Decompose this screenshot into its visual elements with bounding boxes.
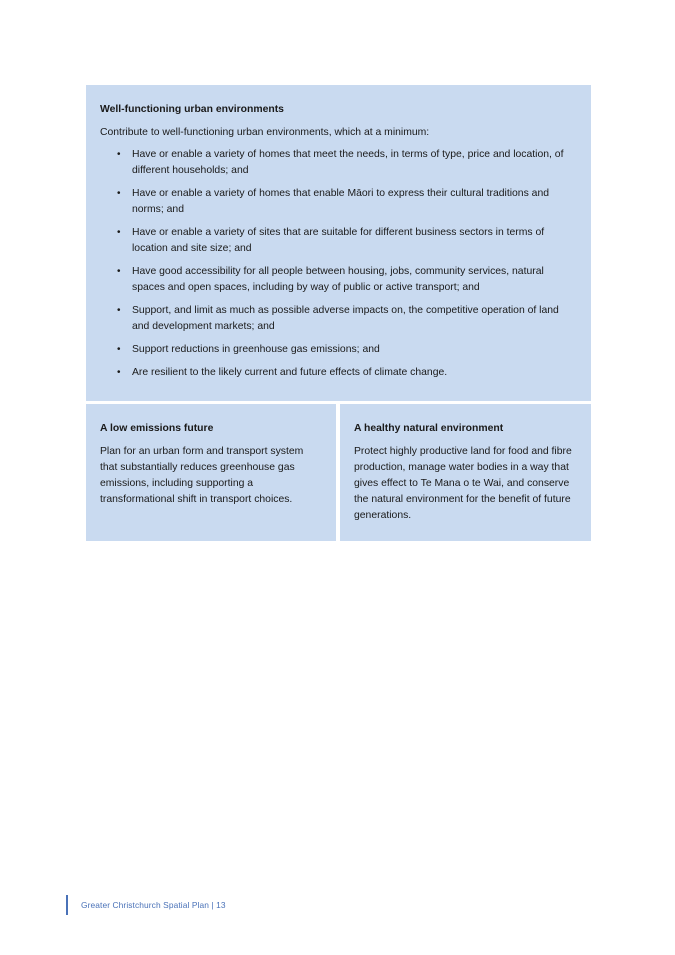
list-item-text: Have or enable a variety of homes that meet the needs, in terms of type, price and location, of different households; and — [132, 149, 564, 176]
list-item-text: Have good accessibility for all people between housing, jobs, community services, natural spaces and open spaces, including by way of public or active transport; and — [132, 266, 544, 293]
list-item — [100, 303, 577, 335]
list-item-text: Are resilient to the likely current and future effects of climate change. — [132, 367, 448, 378]
page-footer — [66, 895, 226, 915]
low-emissions-text: Plan for an urban form and transport system that substantially reduces greenhouse gas emissions, including supporting a transformational shift in transport choices. — [100, 446, 304, 505]
natural-environment-text: Protect highly productive land for food and fibre production, manage water bodies in a way that gives effect to Te Mana o te Wai, and conserve the natural environment for the benefit of future generations. — [354, 446, 572, 521]
urban-environments-list — [100, 147, 577, 381]
bullet-icon: • — [117, 266, 121, 277]
list-item — [100, 264, 577, 296]
bullet-icon: • — [117, 188, 121, 199]
bullet-icon: • — [117, 305, 121, 316]
natural-environment-panel — [340, 404, 591, 541]
bullet-icon: • — [117, 367, 121, 378]
list-item-text: Have or enable a variety of homes that enable Māori to express their cultural traditions and norms; and — [132, 188, 550, 215]
bullet-icon: • — [117, 344, 121, 355]
list-item-text: Support reductions in greenhouse gas emissions; and — [132, 344, 380, 355]
list-item-text: Have or enable a variety of sites that are suitable for different business sectors in terms of location and site size; and — [132, 227, 545, 254]
low-emissions-panel — [86, 404, 336, 541]
list-item — [100, 147, 577, 179]
list-item — [100, 225, 577, 257]
urban-environments-heading: Well-functioning urban environments — [100, 104, 284, 115]
low-emissions-heading: A low emissions future — [100, 423, 214, 434]
footer-accent-bar — [66, 895, 68, 915]
list-item — [100, 365, 577, 381]
list-item-text: Support, and limit as much as possible adverse impacts on, the competitive operation of land and development markets; and — [132, 305, 559, 332]
bullet-icon: • — [117, 227, 121, 238]
list-item — [100, 342, 577, 358]
urban-environments-intro: Contribute to well-functioning urban environments, which at a minimum: — [100, 127, 430, 138]
urban-environments-panel — [86, 85, 591, 401]
footer-page-label: Greater Christchurch Spatial Plan | 13 — [81, 900, 226, 910]
list-item — [100, 186, 577, 218]
bullet-icon: • — [117, 149, 121, 160]
natural-environment-heading: A healthy natural environment — [354, 423, 504, 434]
